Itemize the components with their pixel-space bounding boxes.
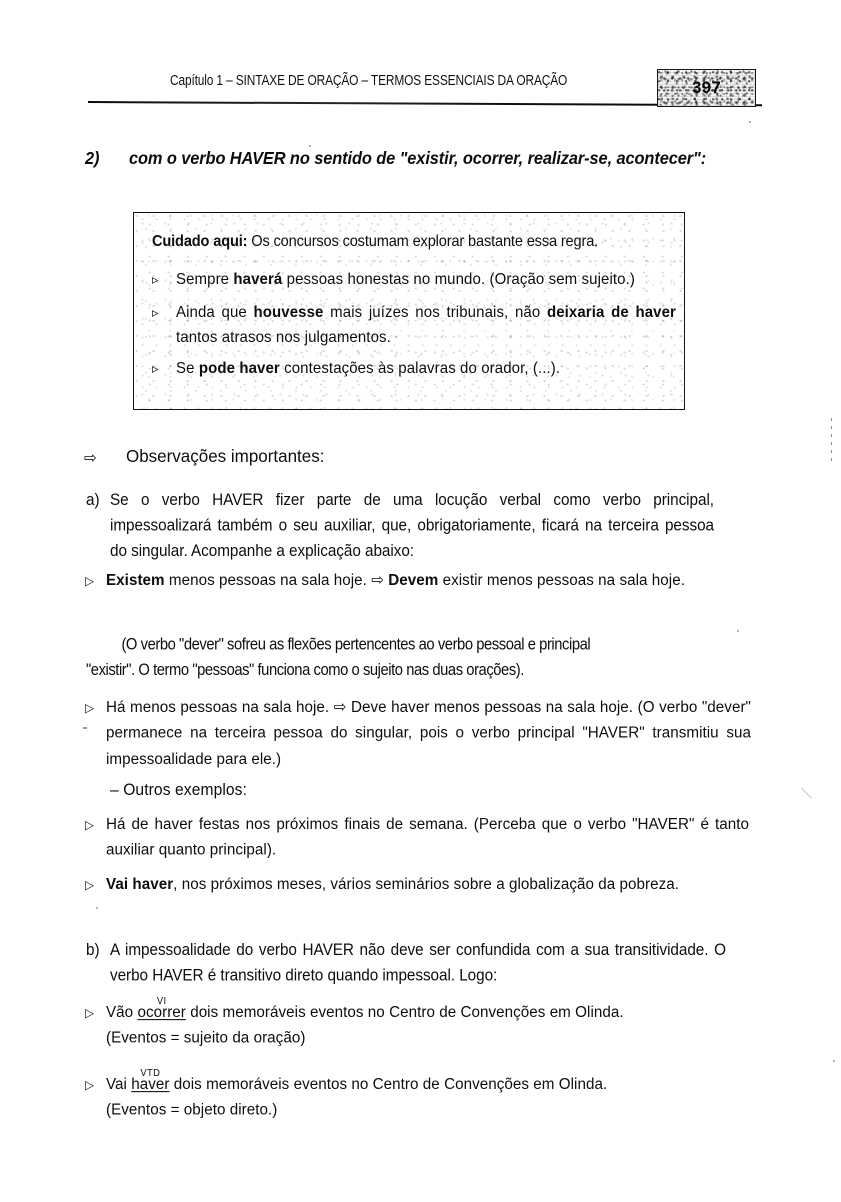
page-number-badge bbox=[657, 69, 756, 107]
callout-item-1-bold: haverá bbox=[233, 270, 283, 288]
triangle-bullet-icon: ▷ bbox=[85, 817, 95, 833]
callout-lead-bold: Cuidado aqui: bbox=[152, 233, 248, 251]
note-1-line-2: "existir". O termo "pessoas" funciona como o sujeito nas duas orações). bbox=[86, 660, 524, 680]
callout-item-3-bold: pode haver bbox=[198, 358, 280, 377]
example-6-pre: Vai bbox=[106, 1075, 132, 1094]
section-heading bbox=[85, 146, 725, 173]
tagged-verb-ocorrer bbox=[137, 994, 186, 1026]
arrow-right-icon: ⇨ bbox=[84, 449, 97, 468]
grammar-tag-vi: VI bbox=[156, 994, 167, 1007]
callout-list bbox=[148, 267, 676, 388]
arrow-right-icon: ⇨ bbox=[371, 571, 384, 590]
callout-item-1-pre: Sempre bbox=[176, 270, 234, 288]
paragraph-item-a bbox=[86, 488, 714, 565]
callout-item-2-post: tantos atrasos nos julgamentos. bbox=[176, 327, 391, 346]
paragraph-item-b bbox=[86, 938, 726, 989]
scan-artifact-speck bbox=[749, 121, 751, 123]
item-b-label: b) bbox=[86, 941, 100, 960]
example-6-post: dois memoráveis eventos no Centro de Convenções em Olinda. bbox=[169, 1075, 608, 1094]
example-2-post: Deve haver menos pessoas na sala hoje. (O verbo "dever" permanece na terceira pessoa do singular, pois o verbo principal "HAVER" transmitiu sua impessoalidade para ele.) bbox=[106, 698, 751, 768]
item-b-text: A impessoalidade do verbo HAVER não deve ser confundida com a sua transitividade. O verbo HAVER é transitivo direto quando impessoal. Logo: bbox=[110, 941, 726, 985]
example-item-1 bbox=[85, 568, 749, 594]
example-2-pre: Há menos pessoas na sala hoje. bbox=[106, 698, 334, 717]
example-6-verb: haver bbox=[131, 1075, 170, 1094]
example-4-bold: Vai haver bbox=[106, 875, 174, 894]
callout-item-2-mid: mais juízes nos tribunais, não bbox=[323, 302, 547, 321]
triangle-bullet-icon: ▹ bbox=[152, 271, 159, 287]
scan-artifact-dotline bbox=[831, 418, 832, 464]
callout-list-item bbox=[148, 300, 676, 349]
callout-lead-rest: Os concursos costumam explorar bastante essa regra. bbox=[247, 233, 599, 251]
example-item-3 bbox=[85, 812, 749, 864]
observations-label: Observações importantes: bbox=[126, 446, 325, 467]
triangle-bullet-icon: ▷ bbox=[85, 573, 95, 589]
example-item-4 bbox=[85, 872, 749, 898]
example-item-6 bbox=[85, 1066, 749, 1124]
observations-heading bbox=[84, 444, 324, 469]
callout-item-3-post: contestações às palavras do orador, (...). bbox=[279, 358, 561, 377]
note-paragraph-1 bbox=[86, 632, 748, 683]
example-item-5 bbox=[85, 994, 749, 1052]
example-3-text: Há de haver festas nos próximos finais de semana. (Perceba que o verbo "HAVER" é tanto auxiliar quanto principal). bbox=[106, 815, 749, 860]
example-6-line-2: (Eventos = objeto direto.) bbox=[106, 1101, 278, 1120]
callout-list-item bbox=[148, 356, 676, 381]
scan-artifact-speck bbox=[833, 1060, 835, 1062]
section-title: com o verbo HAVER no sentido de "existir, ocorrer, realizar-se, acontecer": bbox=[129, 149, 707, 169]
triangle-bullet-icon: ▷ bbox=[85, 877, 95, 893]
triangle-bullet-icon: ▷ bbox=[85, 1005, 95, 1021]
example-4-post: , nos próximos meses, vários seminários sobre a globalização da pobreza. bbox=[173, 875, 680, 894]
callout-item-2-bold2: deixaria de haver bbox=[546, 302, 676, 321]
tagged-verb-haver bbox=[131, 1066, 170, 1098]
scan-artifact-speck bbox=[96, 907, 98, 909]
callout-item-3-pre: Se bbox=[176, 358, 199, 377]
callout-lead bbox=[152, 231, 668, 254]
example-5-line-2: (Eventos = sujeito da oração) bbox=[106, 1029, 306, 1048]
note-1-line-1: (O verbo "dever" sofreu as flexões pertencentes ao verbo pessoal e principal bbox=[121, 635, 591, 654]
page-number: 397 bbox=[692, 78, 721, 97]
grammar-tag-vtd: VTD bbox=[140, 1066, 161, 1079]
triangle-bullet-icon: ▹ bbox=[152, 359, 159, 376]
arrow-right-icon: ⇨ bbox=[333, 698, 347, 717]
item-a-text: Se o verbo HAVER fizer parte de uma locução verbal como verbo principal, impessoalizará também o seu auxiliar, que, obrigatoriamente, ficará na terceira pessoa do singular. Acompanhe a explicação abaixo: bbox=[110, 491, 714, 561]
section-marker: 2) bbox=[85, 149, 100, 169]
callout-item-1-post: pessoas honestas no mundo. (Oração sem sujeito.) bbox=[282, 270, 635, 288]
example-1-bold-2: Devem bbox=[384, 571, 439, 590]
callout-list-item bbox=[148, 267, 676, 292]
example-1-bold-1: Existem bbox=[106, 571, 165, 590]
example-item-2 bbox=[85, 695, 751, 773]
triangle-bullet-icon: ▷ bbox=[85, 700, 95, 716]
item-a-label: a) bbox=[86, 491, 100, 510]
scan-artifact-tick: ＼ bbox=[801, 788, 812, 800]
example-5-verb: ocorrer bbox=[137, 1003, 186, 1022]
example-1-mid: menos pessoas na sala hoje. bbox=[164, 571, 372, 590]
example-1-post: existir menos pessoas na sala hoje. bbox=[438, 571, 685, 590]
subheading-outros-exemplos bbox=[110, 778, 247, 802]
triangle-bullet-icon: ▹ bbox=[152, 303, 159, 320]
callout-box bbox=[133, 212, 685, 410]
subheading-text: – Outros exemplos: bbox=[110, 781, 248, 800]
header-title: Capítulo 1 – SINTAXE DE ORAÇÃO – TERMOS ESSENCIAIS DA ORAÇÃO bbox=[170, 72, 568, 89]
example-5-pre: Vão bbox=[106, 1003, 138, 1022]
callout-item-2-bold: houvesse bbox=[253, 302, 324, 321]
triangle-bullet-icon: ▷ bbox=[85, 1077, 95, 1093]
callout-item-2-pre: Ainda que bbox=[176, 302, 254, 321]
example-5-post: dois memoráveis eventos no Centro de Convenções em Olinda. bbox=[185, 1003, 624, 1022]
running-header bbox=[0, 72, 841, 112]
